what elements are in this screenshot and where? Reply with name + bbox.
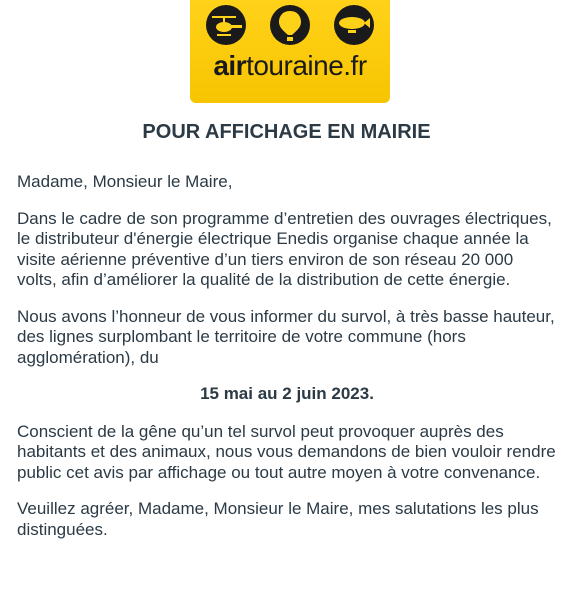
airtouraine-logo xyxy=(190,0,390,103)
letter-dates: 15 mai au 2 juin 2023. xyxy=(200,384,374,403)
logo-wordmark xyxy=(190,50,390,82)
airship-icon xyxy=(332,4,376,46)
logo-brand-bold: air xyxy=(213,50,247,81)
hot-air-balloon-icon xyxy=(268,4,312,46)
letter-closing: Veuillez agréer, Madame, Monsieur le Maire, mes salutations les plus distinguées. xyxy=(17,499,539,539)
letter-body xyxy=(17,172,557,556)
logo-icons xyxy=(190,4,390,46)
letter-paragraph-3: Conscient de la gêne qu’un tel survol peut provoquer auprès des habitants et des animaux, nous vous demandons de bien vouloir rendre public cet avis par affichage ou tout autre moyen à votre convenance. xyxy=(17,421,556,482)
letter-greeting: Madame, Monsieur le Maire, xyxy=(17,172,233,191)
letter-paragraph-1: Dans le cadre de son programme d’entretien des ouvrages électriques, le distributeur d'énergie électrique Enedis organise chaque année la visite aérienne préventive d’un tiers environ de son réseau 20 000 volts, afin d’améliorer la qualité de la distribution de cette énergie. xyxy=(17,208,552,289)
logo-brand-light: touraine.fr xyxy=(246,50,367,81)
helicopter-icon xyxy=(204,4,248,46)
letter-paragraph-2: Nous avons l’honneur de vous informer du survol, à très basse hauteur, des lignes surplombant le territoire de votre commune (hors agglomération), du xyxy=(17,306,555,367)
page-title: POUR AFFICHAGE EN MAIRIE xyxy=(142,121,431,143)
